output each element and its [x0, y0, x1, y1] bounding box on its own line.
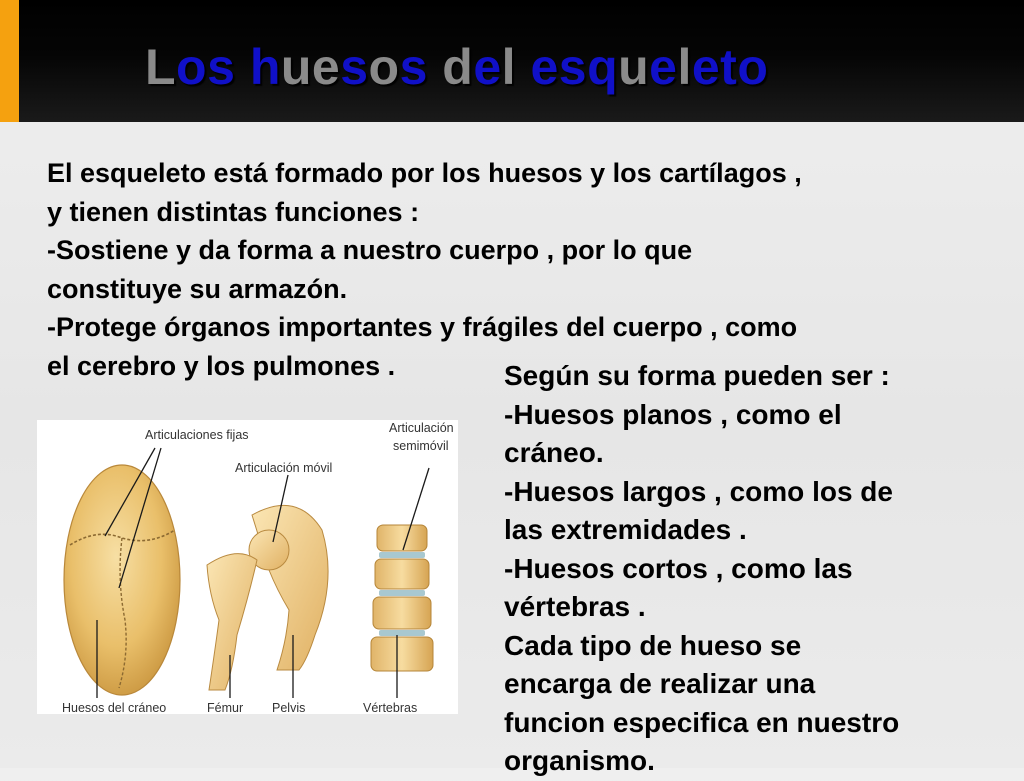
intro-line: -Protege órganos importantes y frágiles del cuerpo , como [47, 312, 798, 342]
title-segment: e [473, 39, 502, 95]
types-line: -Huesos cortos , como las [504, 552, 853, 584]
types-line: Según su forma pueden ser : [504, 360, 890, 391]
title-segment: ue [280, 39, 341, 95]
title-bar [0, 0, 1024, 122]
intro-paragraph [47, 154, 1007, 385]
title-segment: d [427, 39, 474, 95]
types-line: encarga de realizar una [504, 668, 816, 699]
accent-stripe [0, 0, 19, 122]
title-segment: h [249, 39, 281, 95]
types-line: -Huesos largos , como los de [504, 475, 893, 507]
intro-line: el cerebro y los pulmones . [47, 350, 396, 381]
types-line: las extremidades . [504, 514, 747, 545]
intro-line: constituye su armazón. [47, 273, 348, 304]
vertebrae-illustration [371, 525, 433, 671]
intro-line: El esqueleto está formado por los huesos y los cartílagos , [47, 158, 802, 188]
title-segment [235, 39, 249, 95]
label-pelvis: Pelvis [272, 701, 306, 714]
intro-line: -Sostiene y da forma a nuestro cuerpo , por lo que [47, 235, 693, 265]
slide-title [145, 38, 768, 96]
label-huesos-craneo: Huesos del cráneo [62, 701, 167, 714]
title-segment: et [691, 39, 738, 95]
title-segment: es [530, 39, 588, 95]
bone-types-paragraph [504, 357, 1004, 781]
femur-pelvis-illustration [207, 505, 328, 690]
types-line: funcion especifica en nuestro [504, 706, 900, 738]
title-segment: s [399, 39, 428, 95]
title-segment: q [587, 39, 619, 95]
title-segment: u [618, 39, 650, 95]
types-line: cráneo. [504, 437, 604, 468]
types-line: -Huesos planos , como el [504, 398, 842, 430]
label-articulaciones-fijas: Articulaciones fijas [145, 428, 249, 442]
label-vertebras: Vértebras [363, 701, 418, 714]
label-semimovil: semimóvil [393, 439, 449, 453]
intro-line: y tienen distintas funciones : [47, 196, 420, 227]
label-femur: Fémur [207, 701, 244, 714]
types-line: vértebras . [504, 591, 646, 622]
label-articulacion-movil: Articulación móvil [235, 461, 333, 475]
title-segment: e [649, 39, 678, 95]
title-segment: o [737, 39, 769, 95]
title-segment: l [677, 39, 692, 95]
title-segment: s [340, 39, 369, 95]
title-segment: os [176, 39, 236, 95]
title-segment: l [501, 39, 531, 95]
label-articulacion-semimovil: Articulación [389, 421, 454, 435]
title-segment: o [368, 39, 400, 95]
types-line: Cada tipo de hueso se [504, 629, 802, 661]
types-line: organismo. [504, 745, 655, 776]
skeleton-joints-illustration [37, 420, 458, 714]
title-segment: L [145, 39, 177, 95]
